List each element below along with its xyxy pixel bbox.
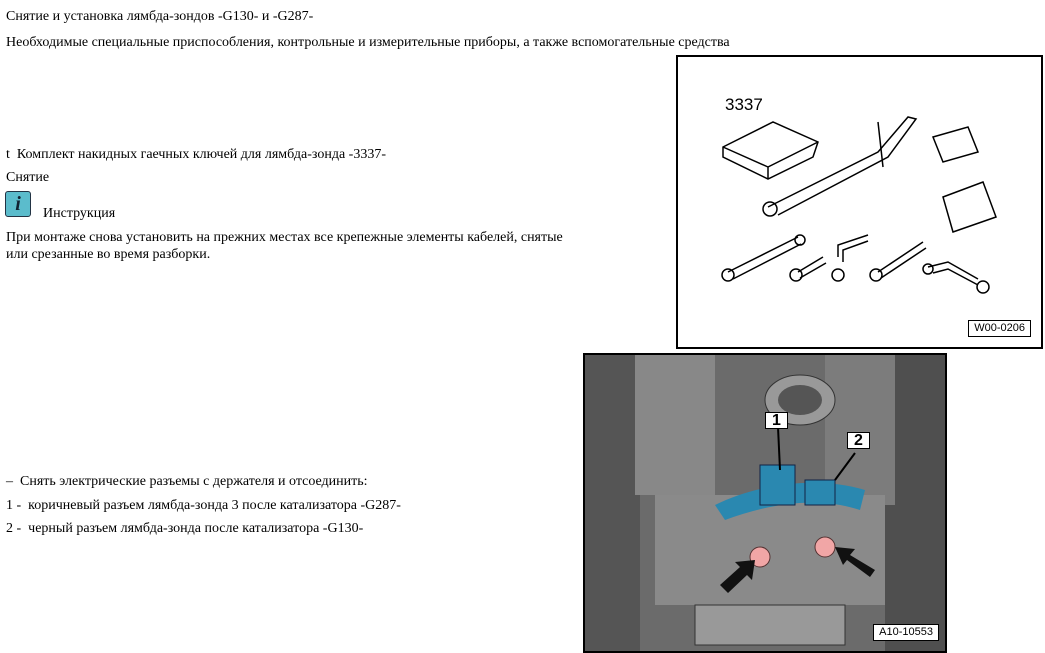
figure-code: W00-0206 xyxy=(968,320,1031,337)
list-item xyxy=(6,498,401,514)
callout-2: 2 xyxy=(847,432,870,449)
info-icon: i xyxy=(5,191,31,217)
engine-drawing xyxy=(585,355,945,651)
note-label: Инструкция xyxy=(43,206,116,221)
step xyxy=(6,474,368,490)
item-number: 2 - xyxy=(6,521,22,536)
tools-drawing xyxy=(678,57,1041,347)
tool-item-text: Комплект накидных гаечных ключей для лямбда-зонда -3337- xyxy=(16,147,387,162)
note-text-2: или срезанные во время разборки. xyxy=(6,247,211,262)
list-item xyxy=(6,521,363,537)
note-text-1: При монтаже снова установить на прежних местах все крепежные элементы кабелей, снятые xyxy=(6,230,563,245)
figure-code: A10-10553 xyxy=(873,624,939,641)
item-number: 1 - xyxy=(6,498,22,513)
bullet: t xyxy=(6,147,10,162)
tools-heading: Необходимые специальные приспособления, контрольные и измерительные приборы, а также вспомогательные средства xyxy=(6,35,730,50)
page-title: Снятие и установка лямбда-зондов -G130- и -G287- xyxy=(6,9,314,24)
step-text: Снять электрические разъемы с держателя и отсоединить: xyxy=(20,474,368,489)
section-removal: Снятие xyxy=(6,170,50,185)
dash: – xyxy=(6,474,13,489)
tool-number: 3337 xyxy=(725,95,763,114)
tool-set-figure xyxy=(676,55,1043,349)
callout-1: 1 xyxy=(765,412,788,429)
engine-figure xyxy=(583,353,947,653)
tool-item xyxy=(6,147,386,163)
item-text: черный разъем лямбда-зонда после катализатора -G130- xyxy=(28,521,364,536)
item-text: коричневый разъем лямбда-зонда 3 после катализатора -G287- xyxy=(28,498,401,513)
